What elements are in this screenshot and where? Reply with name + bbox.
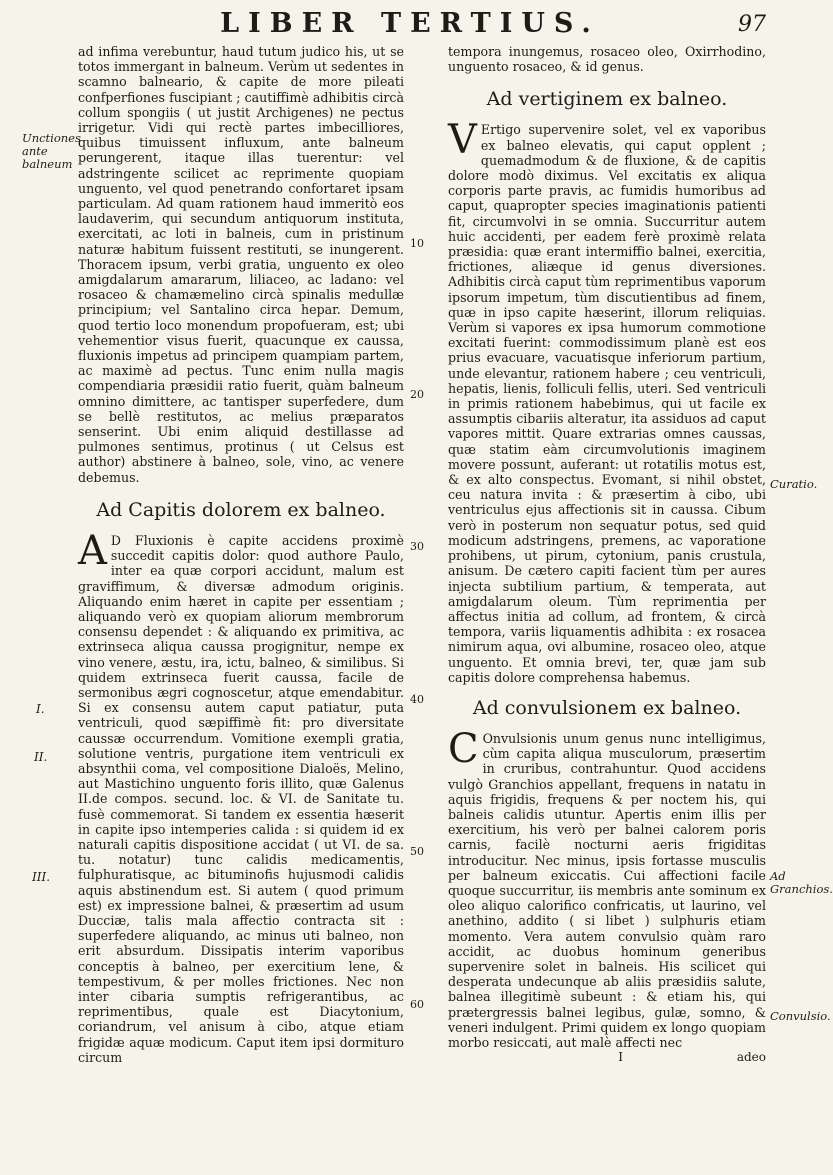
line-number-20: 20 [410, 388, 424, 401]
margin-note-unctiones: Unctiones ante balneum [22, 131, 81, 171]
body-paragraph [448, 117, 766, 685]
section-heading-capitis-dolor: Ad Capitis dolorem ex balneo. [96, 498, 386, 521]
drop-capital: V [448, 117, 477, 164]
signature-mark: I [618, 1050, 623, 1065]
drop-capital: A [78, 527, 107, 574]
roman-numeral-1: I. [36, 702, 45, 716]
body-text: Ertigo supervenire solet, vel ex vaporibus ex balneo elevatis, qui caput opplent ; quemadmodum & de fluxione, & de capitis dolore modò diximus. Vel excitatis ex aliqua corporis parte pravis, ac fumidis humoribus ad caput, quapropter species imaginationis patienti fit, circumvolvi in se omnia. Succurritur autem huic accidenti, per eadem ferè proximè relata præsidia: quæ erant intermiffio balnei, exercitia, frictiones, aliæque id genus diversiones. Adhibitis circà caput tùm reprimentibus vaporum ipsorum impetum, tùm discutientibus ad finem, quæ in ipso capite hæserint, illorum reliquias. Verùm si vapores ex ipsa humorum commotione excitati fuerint: commodissimum planè est eos prius evacuare, vacuatisque inferiorum partium, unde elevantur, rationem habere ; ceu ventriculi, hepatis, lienis, folliculi fellis, uteri. Sed ventriculi in primis rationem habebimus, qui ut facile ex assumptis cibariis alteratur, ita assiduos ad caput vapores mittit. Quare extrarias omnes caussas, quæ statim eàm circumvolutionis imaginem movere possunt, auferant: ut rotatilis motus est, & ex alto conspectus. Evomant, si nihil obstet, ceu natura invita : & præsertim à cibo, ubi ventriculus ejus affectionis sit in caussa. Cibum verò in posterum non sequatur potus, sed quid modicum adstringens, premens, ac vaporatione prohibens, ut pirum, cytonium, panis crustula, anisum. De cætero capiti facient tùm per aures injecta subtilium partium, & temperata, aut amigdalarum oleum. Tùm reprimentia per affectus initia ad collum, ad frontem, & circà tempora, variis liquamentis adhibita : ex rosacea nimirum aqua, ovi albumine, rosaceo oleo, atque unguento. Et omnia brevi, ter, quæ jam sub capitis dolore comprehensa habemus. [448, 122, 766, 685]
section-heading-convulsio: Ad convulsionem ex balneo. [472, 696, 742, 719]
section-heading-vertigo: Ad vertiginem ex balneo. [486, 88, 728, 111]
page-number: 97 [738, 12, 766, 37]
catchword-row [448, 1050, 766, 1065]
right-column [448, 44, 766, 1065]
body-paragraph: tempora inungemus, rosaceo oleo, Oxirrhodino, unguento rosaceo, & id genus. [448, 44, 766, 75]
margin-note-curatio: Curatio. [770, 477, 818, 491]
line-number-10: 10 [410, 237, 424, 250]
running-head [0, 8, 800, 42]
page-title: LIBER TERTIUS. [220, 8, 600, 39]
line-number-30: 30 [410, 540, 424, 553]
roman-numeral-2: II. [34, 750, 48, 764]
left-column [78, 44, 404, 1065]
body-text: D Fluxionis è capite accidens proximè succedit capitis dolor: quod authore Paulo, inter ea quæ corpori accidunt, malum est graviffimum, & diversæ admodum originis. Aliquando enim hæret in capite per essentiam ; aliquando verò ex quopiam aliorum membrorum consensu dependet : & aliquando ex primitiva, ac extrinseca aliqua caussa progignitur, nempe ex vino venere, æstu, ira, ictu, balneo, & similibus. Si quidem extrinseca fuerit caussa, facile de sermonibus ægri cognoscetur, atque emendabitur. Si ex consensu autem caput patiatur, puta ventriculi, quod sæpiffimè fit: pro diversitate caussæ occurrendum. Vomitione exempli gratia, solutione ventris, purgatione item ventriculi ex absynthii coma, vel compositione Dialoës, Melino, aut Mastichino unguento foris illito, quæ Galenus II.de compos. secund. loc. & VI. de Sanitate tu. fusè commemorat. Si tandem ex essentia hæserit in capite ipso intemperies calida : si quidem id ex naturali capitis dispositione accidat ( ut VI. de sa. tu. notatur) tunc calidis medicamentis, fulphuratisque, ac bituminofis hujusmodi calidis aquis abstinendum est. Si autem ( quod primum est) ex impressione balnei, & præsertim ad usum Ducciæ, talis mala affectio contracta sit : superfedere aliquando, ac minus uti balneo, non erit absurdum. Dissipatis interim vaporibus conceptis à balneo, per exercitium lene, & tempestivum, & per molles frictiones. Nec non inter cibaria sumptis refrigerantibus, ac reprimentibus, quale est Diacytonium, coriandrum, vel anisum à cibo, atque etiam frigidæ aquæ modicum. Caput item ipsi dormituro circum [78, 532, 404, 1065]
margin-note-convulsio: Convulsio. [770, 1009, 831, 1023]
line-number-50: 50 [410, 845, 424, 858]
drop-capital: C [448, 725, 479, 772]
margin-note-granchios: Ad Granchios. [770, 869, 833, 896]
body-text: Onvulsionis unum genus nunc intelligimus, cùm capita aliqua musculorum, præsertim in cruribus, contrahuntur. Quod accidens vulgò Granchios appellant, frequens in natatu in aquis frigidis, frequens & per noctem his, qui balneis calidis utuntur. Apertis enim illis per exercitium, his verò per balnei calorem poris carnis, facilè nocturni aeris frigiditas introducitur. Nec minus, ipsis fortasse musculis per balneum exiccatis. Cui affectioni facile quoque succurritur, iis membris ante sominum ex oleo aliquo calorifico confricatis, ut laurino, vel anethino, addito ( si libet ) sulphuris etiam momento. Vera autem convulsio quàm raro accidit, ac duobus hominum generibus supervenire solet in balneis. His scilicet qui desperata undecunque ab aliis præsidiis salute, balnea illegitimè subeunt : & etiam his, qui prætergressis balnei legibus, gulæ, somno, & veneri indulgent. Primi quidem ex longo quopiam morbo resiccati, aut malè affecti nec [448, 730, 766, 1050]
body-paragraph: ad infima verebuntur, haud tutum judico his, ut se totos immergant in balneum. Verùm ut sedentes in scamno balneario, & capite de more pileati confperfiones fuscipiant ; cautiffimè adhibitis circà collum spongiis ( ut justit Archigenes) ne pectus irrigetur. Vidi qui rectè partes imbecilliores, quibus timuissent influxum, ante balneum perungerent, itaque illas tuerentur: vel adstringente scilicet ac reprimente quopiam unguento, vel quod penetrando confortaret ipsam particulam. Ad quam rationem haud immeritò eos laudaverim, qui secundum antiquorum instituta, exercitati, ac loti in balneis, cum in pristinum naturæ habitum fuissent restituti, se inungerent. Thoracem ipsum, verbi gratia, unguento ex oleo amigdalarum amararum, liliaceo, ac ladano: vel rosaceo & chamæmelino circà spinalis medullæ principium; vel Santalino circa hepar. Demum, quod tertio loco monendum propofueram, est; ubi vehementior visus fuerit, quacunque ex caussa, fluxionis impetus ad principem quampiam partem, ac maximè ad pectus. Tunc enim nulla magis compendiaria præsidii ratio fuerit, quàm balneum omnino dimittere, ac tantisper superfedere, dum se bellè restitutos, ac melius præparatos senserint. Ubi enim aliquid destillasse ad pulmones sentimus, protinus ( ut Celsus est author) abstinere à balneo, sole, vino, ac venere debemus. [78, 44, 404, 485]
body-paragraph [78, 527, 404, 1065]
catchword: adeo [736, 1050, 766, 1065]
body-paragraph [448, 725, 766, 1050]
line-number-40: 40 [410, 693, 424, 706]
line-number-60: 60 [410, 998, 424, 1011]
roman-numeral-3: III. [32, 870, 51, 884]
